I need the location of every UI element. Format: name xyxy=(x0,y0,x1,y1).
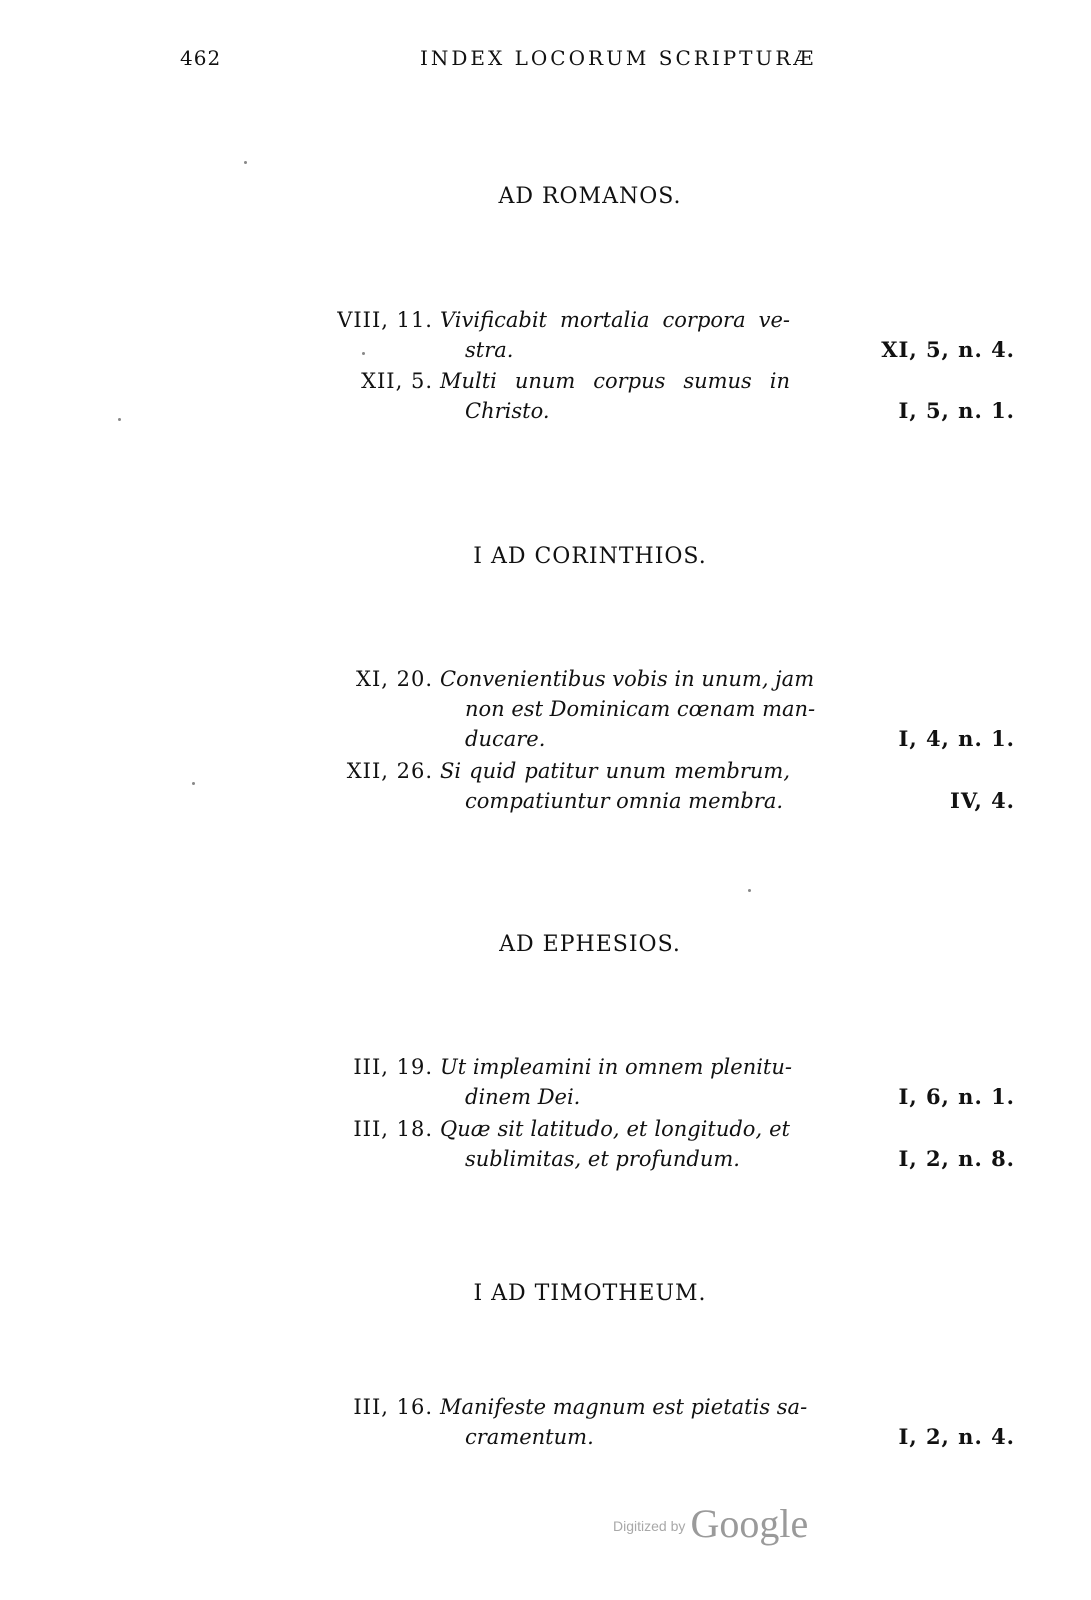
index-entry xyxy=(335,756,1015,816)
citation: I, 6, n. 1. xyxy=(898,1084,1015,1109)
verse-ref: XII, 26. xyxy=(346,759,433,783)
section-title-corinthios: I AD CORINTHIOS. xyxy=(473,544,707,569)
quote-line: Convenientibus vobis in unum, jam xyxy=(440,667,815,691)
quote-line: cramentum. xyxy=(465,1425,594,1449)
section-title-ephesios: AD EPHESIOS. xyxy=(499,932,681,957)
digitized-by-label: Digitized by xyxy=(613,1518,686,1534)
quote-line: Multi unum corpus sumus in xyxy=(440,369,790,393)
quote-line: Manifeste magnum est pietatis sa- xyxy=(440,1395,808,1419)
page-number: 462 xyxy=(180,46,222,70)
scan-speck xyxy=(362,352,365,355)
citation: IV, 4. xyxy=(950,788,1015,813)
scan-speck xyxy=(192,782,195,785)
scan-speck xyxy=(244,161,247,164)
index-entry xyxy=(335,1114,1015,1174)
scan-speck xyxy=(118,418,121,421)
quote-line: dinem Dei. xyxy=(465,1085,581,1109)
quote-line: Vivificabit mortalia corpora ve- xyxy=(440,308,790,332)
google-logo: Google xyxy=(690,1501,809,1546)
section-title-romanos: AD ROMANOS. xyxy=(498,184,682,209)
quote-line: Quæ sit latitudo, et longitudo, et xyxy=(440,1117,790,1141)
index-entry xyxy=(335,1052,1015,1112)
verse-ref: III, 16. xyxy=(353,1395,433,1419)
quote-line: Ut impleamini in omnem plenitu- xyxy=(440,1055,792,1079)
quote-line: sublimitas, et profundum. xyxy=(465,1147,740,1171)
quote-line: non est Dominicam cœnam man- xyxy=(465,697,816,721)
quote-line: stra. xyxy=(465,338,514,362)
scan-speck xyxy=(748,889,751,892)
verse-ref: XI, 20. xyxy=(356,667,433,691)
verse-ref: III, 18. xyxy=(353,1117,433,1141)
verse-ref: XII, 5. xyxy=(361,369,433,393)
index-entry xyxy=(335,305,1015,365)
section-title-timotheum: I AD TIMOTHEUM. xyxy=(473,1281,707,1306)
index-entry xyxy=(335,664,1015,754)
running-title: INDEX LOCORUM SCRIPTURÆ xyxy=(420,46,817,70)
citation: I, 2, n. 4. xyxy=(898,1424,1015,1449)
citation: XI, 5, n. 4. xyxy=(881,337,1015,362)
quote-line: Si quid patitur unum membrum, xyxy=(440,759,790,783)
verse-ref: III, 19. xyxy=(353,1055,433,1079)
quote-line: compatiuntur omnia membra. xyxy=(465,789,784,813)
verse-ref: VIII, 11. xyxy=(337,308,433,332)
index-entry xyxy=(335,1392,1015,1452)
citation: I, 2, n. 8. xyxy=(898,1146,1015,1171)
digitized-by-watermark xyxy=(613,1500,808,1547)
citation: I, 5, n. 1. xyxy=(898,398,1015,423)
quote-line: ducare. xyxy=(465,727,546,751)
citation: I, 4, n. 1. xyxy=(898,726,1015,751)
quote-line: Christo. xyxy=(465,399,550,423)
index-entry xyxy=(335,366,1015,426)
